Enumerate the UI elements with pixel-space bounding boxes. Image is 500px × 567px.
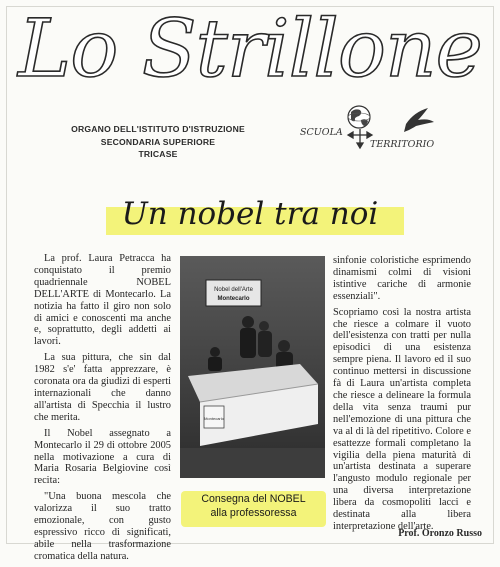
award-photo <box>180 256 325 478</box>
organization-line-3: TRICASE <box>138 149 178 159</box>
school-territory-logo <box>298 102 448 160</box>
logo-word-territorio: TERRITORIO <box>370 139 435 150</box>
organization-line-2: SECONDARIA SUPERIORE <box>100 136 216 147</box>
left-paragraph-4: "Una buona mescola che valorizza il suo tratto emozionale, con gusto espressivo ricco di significati, abile nella trasformazione cromatica della natura. <box>34 491 171 562</box>
photo-banner-line-1: Nobel dell'Arte <box>214 287 253 293</box>
article-headline: Un nobel tra noi <box>121 196 379 232</box>
article-left-column <box>34 253 171 567</box>
bird-icon <box>404 108 434 132</box>
article-right-column <box>333 255 471 537</box>
article-byline: Prof. Oronzo Russo <box>398 528 482 539</box>
left-paragraph-3: Il Nobel assegnato a Montecarlo il 29 di ottobre 2005 nella motivazione a cura di Maria Rosaria Belgiovine così recita: <box>34 427 171 487</box>
photo-banner-line-2: Montecarlo <box>217 296 250 302</box>
masthead <box>0 6 500 96</box>
award-photo-image <box>180 256 325 478</box>
logo-word-scuola: SCUOLA <box>300 127 343 138</box>
arrows-icon <box>348 129 372 148</box>
left-paragraph-1: La prof. Laura Petracca ha conquistato il premio quadriennale NOBEL DELL'ARTE di Montecarlo. La notizia ha fatto il giro non solo di amici e conoscenti ma anche e, soprattutto, degli addetti ai lavori. <box>34 253 171 348</box>
left-paragraph-2: La sua pittura, che sin dal 1982 s'e' fatta apprezzare, è coronata ora da giudizi di esperti internazionali che danno all'artista di Specchia il lustro che merita. <box>34 352 171 423</box>
caption-line-1: Consegna del NOBEL <box>201 493 306 505</box>
photo-table-sign: Montecarlo <box>204 416 224 421</box>
globe-icon <box>348 106 370 128</box>
right-paragraph-1: sinfonie coloristiche esprimendo dinamismi colmi di visioni istintive cariche di armonie essenziali". <box>333 255 471 302</box>
masthead-logo <box>0 6 500 96</box>
organization-block <box>38 123 278 161</box>
masthead-title: Lo Strillone <box>18 6 482 95</box>
photo-caption <box>181 492 326 520</box>
organization-line-1: ORGANO DELL'ISTITUTO D'ISTRUZIONE <box>71 124 245 134</box>
caption-line-2: alla professoressa <box>210 507 297 519</box>
right-paragraph-2: Scopriamo così la nostra artista che riesce a colmare il vuoto dell'esistenza con tratti per nulla episodici di una esistenza sempre piena. Il lavoro ed il suo continuo mettersi in discussione fà di Laura un'artista completa che riesce a delineare la formula della vita senza traumi pur nell'emozione di una pittura che va al di là del ripetitivo. Colore e esattezze formali completano la vigilia della piena maturità di un'artista destinata a superare l'angusto modulo regionale per una diversa interpretazione libera da cosmopoliti lacci e destinata alla libera interpretazione dell'arte. <box>333 306 471 532</box>
